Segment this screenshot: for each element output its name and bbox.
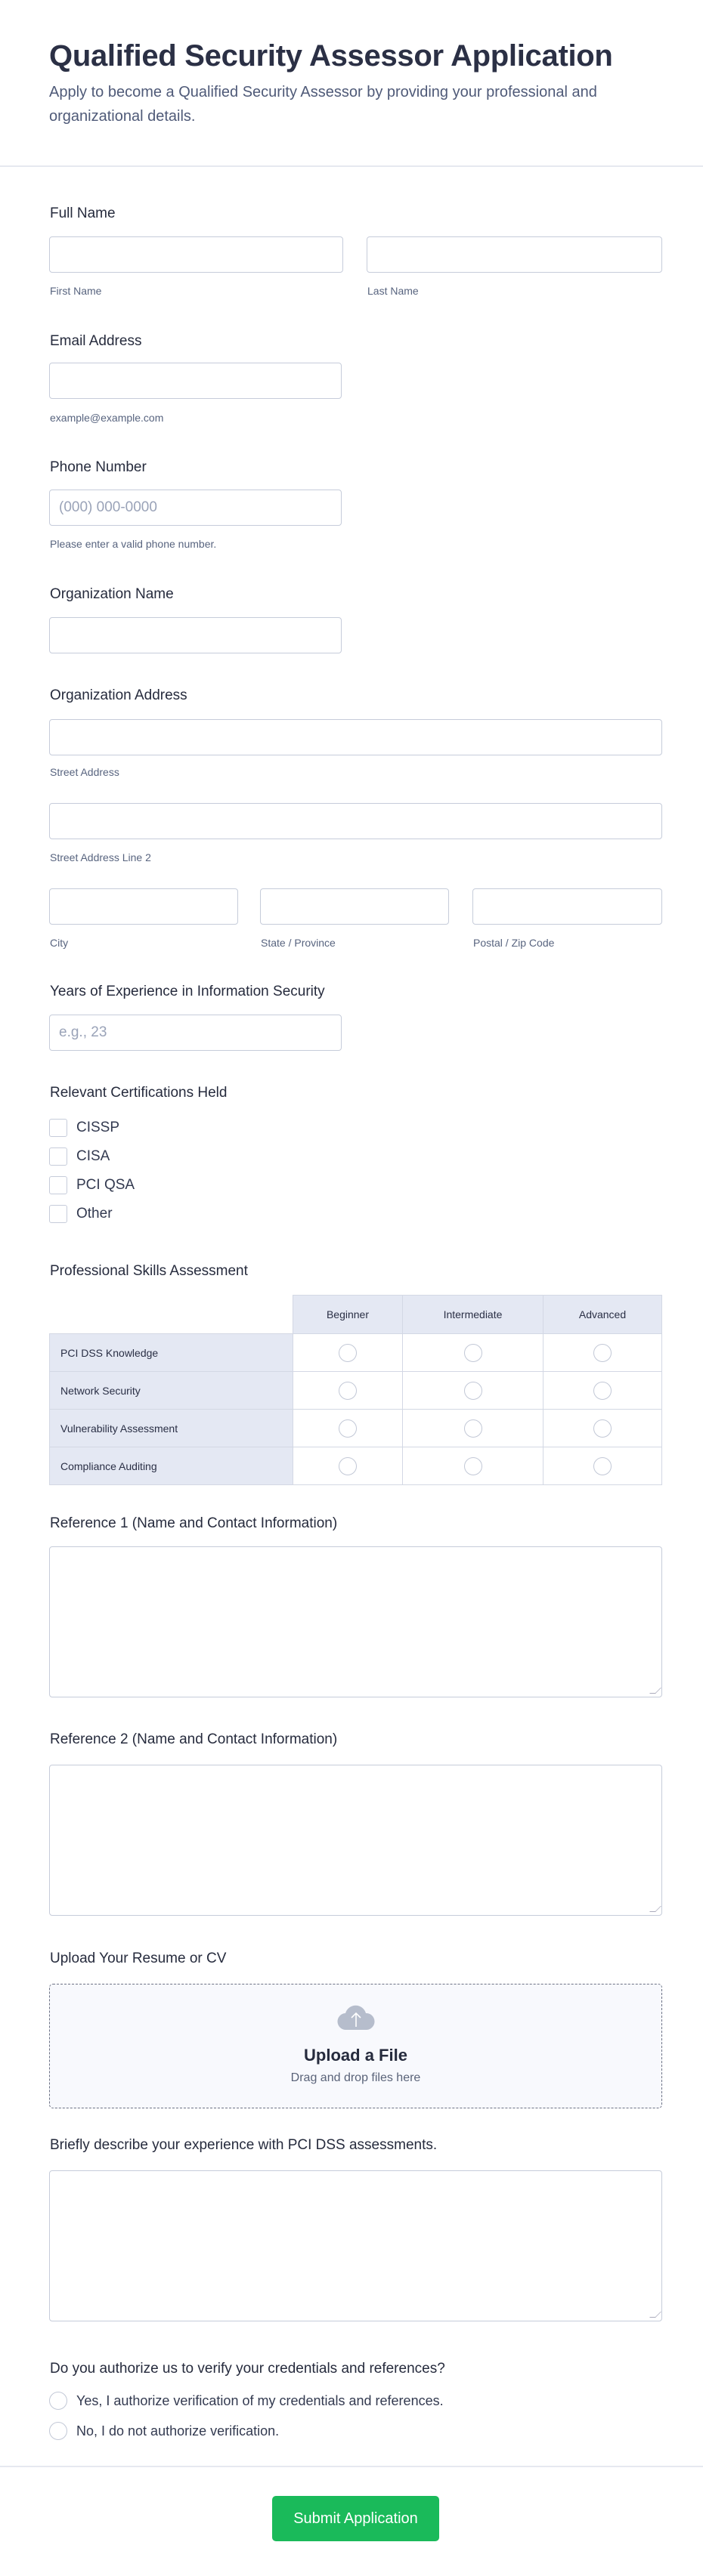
upload-hint: Drag and drop files here [290,2071,421,2084]
radio-compliance-beginner[interactable] [339,1457,357,1475]
skills-label: Professional Skills Assessment [50,1263,248,1279]
phone-label: Phone Number [50,459,147,475]
reference2-label: Reference 2 (Name and Contact Information) [50,1731,338,1747]
matrix-row [50,1447,662,1485]
street2-input[interactable] [49,803,662,839]
phone-helper: Please enter a valid phone number. [50,538,217,550]
zip-sublabel: Postal / Zip Code [473,937,555,949]
matrix-row-label: Network Security [50,1372,293,1410]
pci-experience-textarea[interactable] [49,2170,662,2321]
state-sublabel: State / Province [261,937,336,949]
radio-pci-advanced[interactable] [593,1344,612,1362]
full-name-label: Full Name [50,205,116,221]
checkbox-cisa[interactable] [49,1147,67,1166]
footer-divider [0,2466,703,2467]
matrix-col-advanced: Advanced [544,1296,662,1334]
page-title: Qualified Security Assessor Application [49,39,613,73]
matrix-row [50,1334,662,1372]
radio-network-intermediate[interactable] [464,1382,482,1400]
checkbox-label-pci-qsa: PCI QSA [76,1177,135,1193]
matrix-row-label: PCI DSS Knowledge [50,1334,293,1372]
last-name-sublabel: Last Name [367,285,419,297]
street-sublabel: Street Address [50,766,119,778]
authorize-yes-label: Yes, I authorize verification of my credentials and references. [76,2393,444,2408]
matrix-col-intermediate: Intermediate [403,1296,544,1334]
radio-network-beginner[interactable] [339,1382,357,1400]
city-sublabel: City [50,937,69,949]
radio-compliance-intermediate[interactable] [464,1457,482,1475]
first-name-input[interactable] [49,236,343,273]
street2-sublabel: Street Address Line 2 [50,851,151,863]
header-divider [0,165,703,167]
city-input[interactable] [49,888,238,925]
email-input[interactable] [49,363,342,399]
upload-title: Upload a File [304,2046,407,2065]
matrix-row-label: Compliance Auditing [50,1447,293,1485]
authorize-label: Do you authorize us to verify your credentials and references? [50,2361,445,2377]
radio-pci-beginner[interactable] [339,1344,357,1362]
matrix-row [50,1410,662,1447]
radio-pci-intermediate[interactable] [464,1344,482,1362]
org-address-label: Organization Address [50,687,187,703]
matrix-col-beginner: Beginner [293,1296,403,1334]
cloud-upload-icon [337,2004,375,2031]
state-input[interactable] [260,888,449,925]
reference2-textarea[interactable] [49,1765,662,1916]
skills-matrix [49,1295,662,1485]
matrix-row [50,1372,662,1410]
matrix-row-label: Vulnerability Assessment [50,1410,293,1447]
checkbox-label-other: Other [76,1206,113,1222]
authorize-no-label: No, I do not authorize verification. [76,2423,280,2439]
page-subtitle: Apply to become a Qualified Security Assessor by providing your professional and organizational details. [49,84,597,125]
experience-label: Years of Experience in Information Security [50,984,325,999]
zip-input[interactable] [472,888,662,925]
radio-vuln-beginner[interactable] [339,1419,357,1438]
checkbox-other[interactable] [49,1205,67,1223]
last-name-input[interactable] [367,236,662,273]
certifications-label: Relevant Certifications Held [50,1085,228,1101]
file-upload-dropzone[interactable] [49,1984,662,2108]
email-helper: example@example.com [50,412,164,424]
checkbox-label-cissp: CISSP [76,1120,120,1135]
email-label: Email Address [50,333,142,349]
radio-authorize-yes[interactable] [49,2392,67,2410]
radio-authorize-no[interactable] [49,2422,67,2440]
org-name-input[interactable] [49,617,342,653]
pci-experience-label: Briefly describe your experience with PCI DSS assessments. [50,2137,438,2153]
radio-vuln-intermediate[interactable] [464,1419,482,1438]
org-name-label: Organization Name [50,586,174,602]
checkbox-label-cisa: CISA [76,1148,110,1164]
matrix-corner [50,1296,293,1334]
phone-input[interactable]: (000) 000-0000 [49,490,342,526]
street-input[interactable] [49,719,662,755]
first-name-sublabel: First Name [50,285,102,297]
checkbox-pci-qsa[interactable] [49,1176,67,1194]
experience-input[interactable]: e.g., 23 [49,1015,342,1051]
upload-label: Upload Your Resume or CV [50,1951,227,1966]
submit-button[interactable]: Submit Application [272,2496,439,2541]
checkbox-cissp[interactable] [49,1119,67,1137]
reference1-textarea[interactable] [49,1546,662,1697]
radio-compliance-advanced[interactable] [593,1457,612,1475]
reference1-label: Reference 1 (Name and Contact Information) [50,1515,338,1531]
radio-vuln-advanced[interactable] [593,1419,612,1438]
radio-network-advanced[interactable] [593,1382,612,1400]
